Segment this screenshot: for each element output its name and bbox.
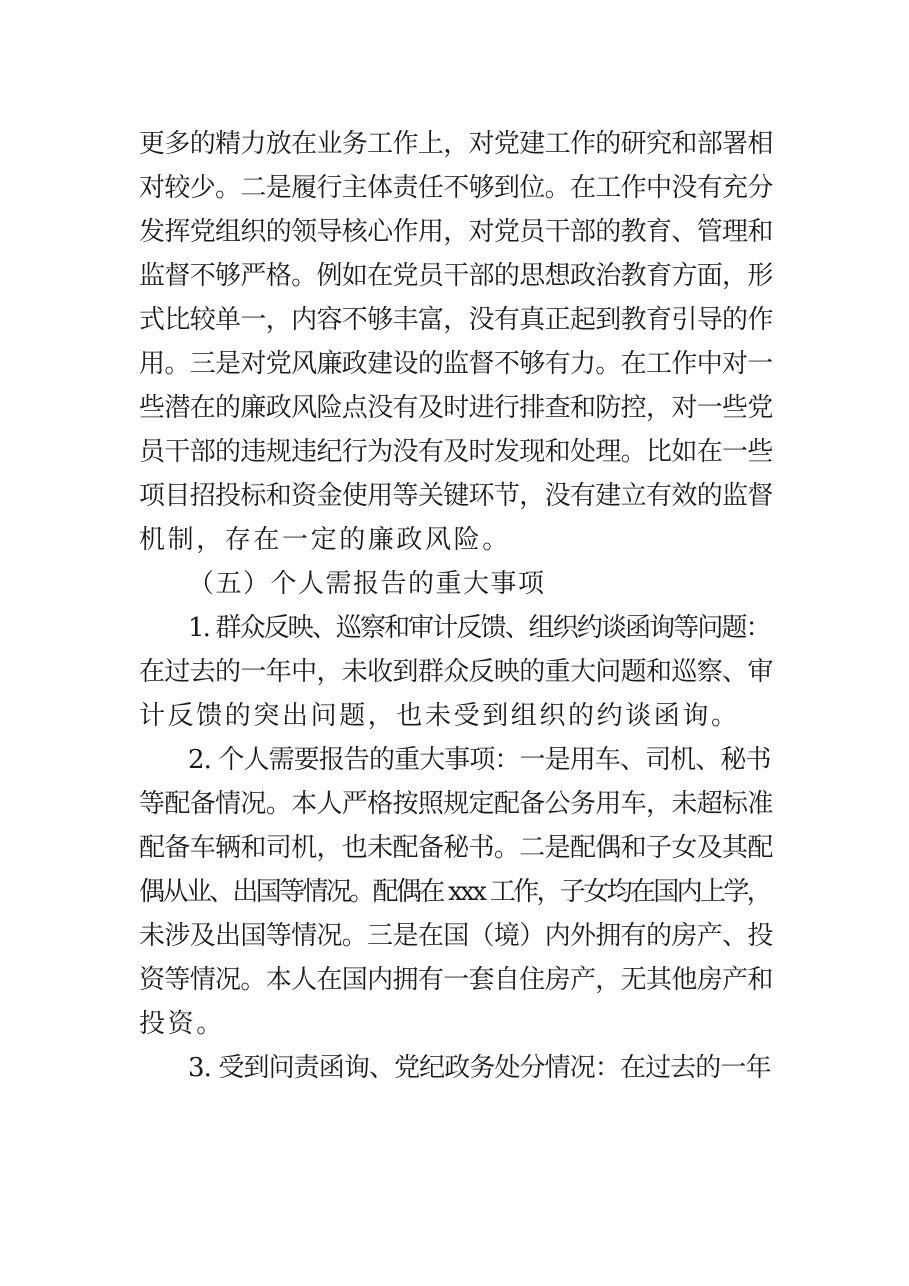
body-text-line: 资等情况。本人在国内拥有一套自住房产，无其他房产和 <box>139 965 773 995</box>
section-heading: （五）个人需报告的重大事项 <box>188 569 546 599</box>
body-text-line: 式比较单一，内容不够丰富，没有真正起到教育引导的作 <box>139 305 773 335</box>
body-text-line: 员干部的违规违纪行为没有及时发现和处理。比如在一些 <box>139 437 773 467</box>
body-text-line: 更多的精力放在业务工作上，对党建工作的研究和部署相 <box>139 129 773 159</box>
body-text-line: 用。三是对党风廉政建设的监督不够有力。在工作中对一 <box>139 349 773 379</box>
body-text-line: 投资。 <box>139 1009 225 1039</box>
list-item-heading: 3. 受到问责函询、党纪政务处分情况：在过去的一年 <box>188 1053 771 1083</box>
body-text-line: 在过去的一年中，未收到群众反映的重大问题和巡察、审 <box>139 657 773 687</box>
body-text-line: 偶从业、出国等情况。配偶在 xxx 工作，子女均在国内上学， <box>139 877 771 907</box>
body-text-line: 对较少。二是履行主体责任不够到位。在工作中没有充分 <box>139 173 773 203</box>
body-text-line: 等配备情况。本人严格按照规定配备公务用车，未超标准 <box>139 789 773 819</box>
body-text-line: 配备车辆和司机，也未配备秘书。二是配偶和子女及其配 <box>139 833 773 863</box>
body-text-line: 未涉及出国等情况。三是在国（境）内外拥有的房产、投 <box>139 921 773 951</box>
body-text-line: 机制，存在一定的廉政风险。 <box>139 525 511 555</box>
body-text-line: 监督不够严格。例如在党员干部的思想政治教育方面，形 <box>139 261 773 291</box>
body-text-line: 发挥党组织的领导核心作用，对党员干部的教育、管理和 <box>139 217 773 247</box>
body-text-line: 些潜在的廉政风险点没有及时进行排查和防控，对一些党 <box>139 393 773 423</box>
list-item-heading: 2. 个人需要报告的重大事项：一是用车、司机、秘书 <box>188 745 771 775</box>
list-item-heading: 1. 群众反映、巡察和审计反馈、组织约谈函询等问题： <box>188 613 770 643</box>
body-text-line: 计反馈的突出问题，也未受到组织的约谈函询。 <box>139 701 740 731</box>
body-text-line: 项目招投标和资金使用等关键环节，没有建立有效的监督 <box>139 481 773 511</box>
